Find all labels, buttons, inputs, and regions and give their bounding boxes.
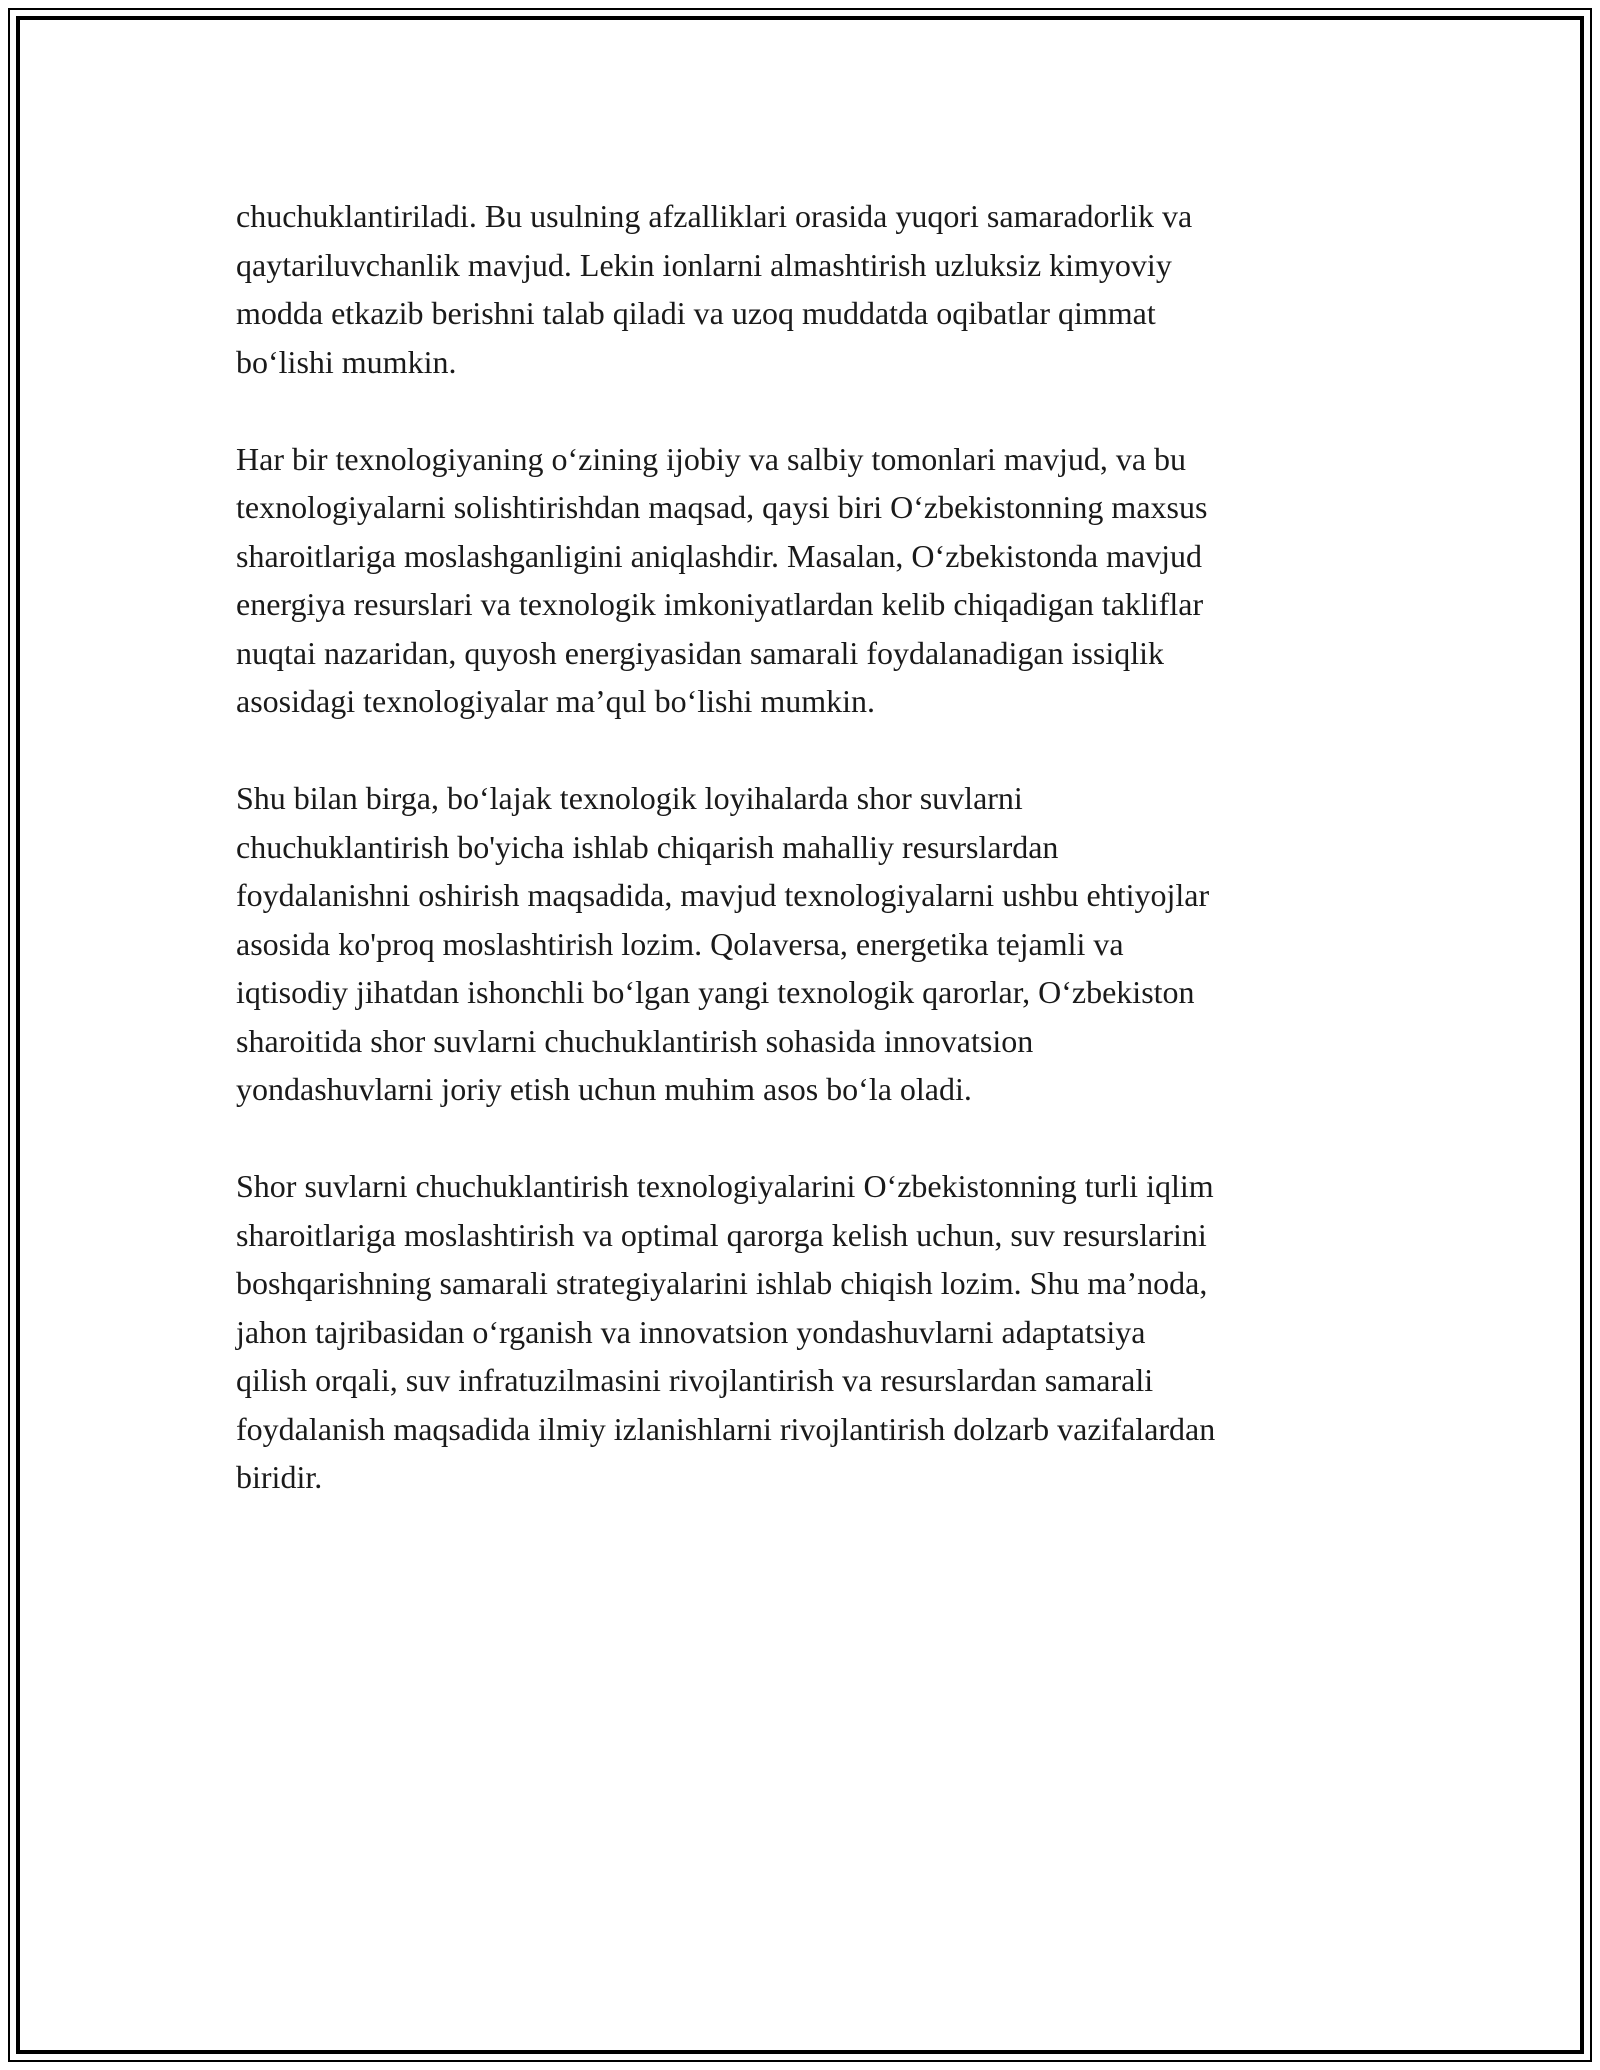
paragraph-3: Shu bilan birga, bo‘lajak texnologik loyihalarda shor suvlarni chuchuklantirish bo'yicha ishlab chiqarish mahalliy resurslardan foydalanishni oshirish maqsadida, mavjud texnologiyalarni ushbu ehtiyojlar asosida ko'proq moslashtirish lozim. Qolaversa, energetika tejamli va iqtisodiy jihatdan ishonchli bo‘lgan yangi texnologik qarorlar, O‘zbekiston sharoitida shor suvlarni chuchuklantirish sohasida innovatsion yondashuvlarni joriy etish uchun muhim asos bo‘la oladi. — [236, 780, 1210, 1107]
document-body — [236, 192, 1386, 1550]
document-page — [8, 8, 1592, 2062]
paragraph-4: Shor suvlarni chuchuklantirish texnologiyalarini O‘zbekistonning turli iqlim sharoitlariga moslashtirish va optimal qarorga kelish uchun, suv resurslarini boshqarishning samarali strategiyalarini ishlab chiqish lozim. Shu ma’noda, jahon tajribasidan o‘rganish va innovatsion yondashuvlarni adaptatsiya qilish orqali, suv infratuzilmasini rivojlantirish va resurslardan samarali foydalanish maqsadida ilmiy izlanishlarni rivojlantirish dolzarb vazifalardan biridir. — [236, 1168, 1216, 1495]
paragraph-1: chuchuklantiriladi. Bu usulning afzalliklari orasida yuqori samaradorlik va qaytariluvchanlik mavjud. Lekin ionlarni almashtirish uzluksiz kimyoviy modda etkazib berishni talab qiladi va uzoq muddatda oqibatlar qimmat bo‘lishi mumkin. — [236, 198, 1193, 380]
paragraph-2: Har bir texnologiyaning o‘zining ijobiy va salbiy tomonlari mavjud, va bu texnologiyalarni solishtirishdan maqsad, qaysi biri O‘zbekistonning maxsus sharoitlariga moslashganligini aniqlashdir. Masalan, O‘zbekistonda mavjud energiya resurslari va texnologik imkoniyatlardan kelib chiqadigan takliflar nuqtai nazaridan, quyosh energiyasidan samarali foydalanadigan issiqlik asosidagi texnologiyalar ma’qul bo‘lishi mumkin. — [236, 440, 1208, 719]
